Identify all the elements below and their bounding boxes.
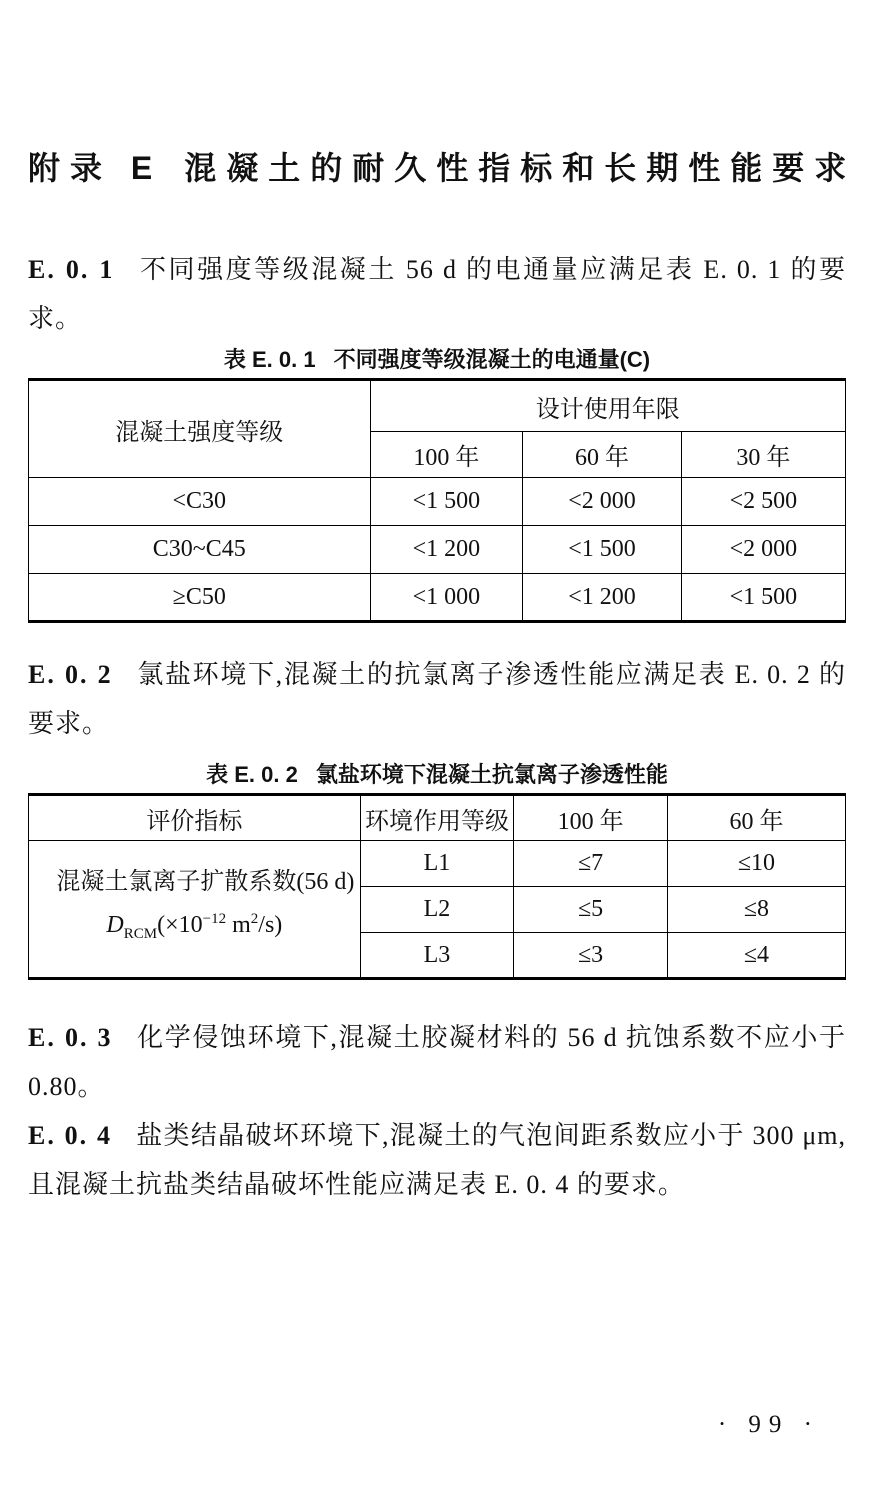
table-e01-header-grade: 混凝土强度等级: [29, 380, 371, 478]
cell-level-L2: L2: [360, 887, 514, 933]
table-e02-caption-text: 氯盐环境下混凝土抗氯离子渗透性能: [315, 762, 668, 787]
cell-grade-2: ≥C50: [29, 574, 371, 622]
clause-e02: [28, 650, 846, 748]
cell-r0-100y: <1 500: [370, 478, 523, 526]
clause-e01: [28, 245, 846, 343]
table-e02-caption: [28, 762, 846, 788]
cell-L1-100y: ≤7: [514, 841, 668, 887]
cell-r2-30y: <1 500: [681, 574, 845, 622]
cell-L2-100y: ≤5: [514, 887, 668, 933]
cell-r1-30y: <2 000: [681, 526, 845, 574]
cell-level-L1: L1: [360, 841, 514, 887]
table-e01: [28, 378, 846, 623]
indicator-formula: [33, 899, 356, 954]
cell-r2-100y: <1 000: [370, 574, 523, 622]
table-e01-caption-text: 不同强度等级混凝土的电通量(C): [333, 347, 651, 372]
clause-e03: [28, 1013, 846, 1111]
table-e02-header-indicator: 评价指标: [29, 795, 361, 841]
clause-e03-text: 化学侵蚀环境下,混凝土胶凝材料的 56 d 抗蚀系数不应小于 0.80。: [28, 1023, 846, 1101]
page-number: · 99 ·: [717, 1411, 820, 1438]
appendix-title-text: 混凝土的耐久性指标和长期性能要求: [184, 150, 857, 186]
formula-exponent: −12: [202, 910, 227, 927]
cell-indicator: [29, 841, 361, 979]
table-e01-header-100y: 100 年: [370, 432, 523, 478]
clause-e04: [28, 1111, 846, 1209]
cell-L1-60y: ≤10: [667, 841, 845, 887]
table-e02-header-60y: 60 年: [667, 795, 845, 841]
table-e02: [28, 793, 846, 980]
table-row: [29, 841, 846, 887]
table-e02-header-env-level: 环境作用等级: [360, 795, 514, 841]
table-e02-caption-number: 表 E. 0. 2: [206, 762, 298, 787]
indicator-name: 混凝土氯离子扩散系数(56 d): [56, 868, 355, 895]
table-e01-header-60y: 60 年: [523, 432, 681, 478]
table-row: [29, 574, 846, 622]
table-e01-header-design-life: 设计使用年限: [370, 380, 845, 432]
clause-e01-text: 不同强度等级混凝土 56 d 的电通量应满足表 E. 0. 1 的要求。: [28, 255, 846, 333]
document-page: [0, 145, 874, 1209]
formula-close: /s): [258, 911, 283, 938]
cell-r1-100y: <1 200: [370, 526, 523, 574]
appendix-title-number: 附录 E: [28, 150, 163, 186]
cell-L2-60y: ≤8: [667, 887, 845, 933]
cell-grade-0: <C30: [29, 478, 371, 526]
clause-e02-number: E. 0. 2: [28, 660, 113, 689]
cell-r1-60y: <1 500: [523, 526, 681, 574]
clause-e04-number: E. 0. 4: [28, 1121, 112, 1150]
table-e01-header-30y: 30 年: [681, 432, 845, 478]
cell-r0-30y: <2 500: [681, 478, 845, 526]
clause-e01-number: E. 0. 1: [28, 255, 115, 284]
cell-L3-100y: ≤3: [514, 933, 668, 979]
cell-grade-1: C30~C45: [29, 526, 371, 574]
clause-e04-text: 盐类结晶破坏环境下,混凝土的气泡间距系数应小于 300 μm,且混凝土抗盐类结晶破坏性能应满足表 E. 0. 4 的要求。: [28, 1121, 846, 1199]
cell-L3-60y: ≤4: [667, 933, 845, 979]
cell-level-L3: L3: [360, 933, 514, 979]
formula-open: (×10: [157, 911, 203, 938]
clause-e02-text: 氯盐环境下,混凝土的抗氯离子渗透性能应满足表 E. 0. 2 的要求。: [28, 660, 846, 738]
formula-subscript: RCM: [123, 925, 158, 942]
table-row: [29, 478, 846, 526]
cell-r0-60y: <2 000: [523, 478, 681, 526]
clause-e03-number: E. 0. 3: [28, 1023, 113, 1052]
table-e01-caption-number: 表 E. 0. 1: [223, 347, 316, 372]
formula-unit: m: [226, 911, 251, 938]
formula-unit-sup: 2: [250, 910, 259, 927]
table-row: [29, 526, 846, 574]
table-e02-header-100y: 100 年: [514, 795, 668, 841]
table-e01-caption: [28, 347, 846, 373]
cell-r2-60y: <1 200: [523, 574, 681, 622]
appendix-title: [28, 145, 857, 191]
formula-symbol: D: [106, 911, 124, 938]
